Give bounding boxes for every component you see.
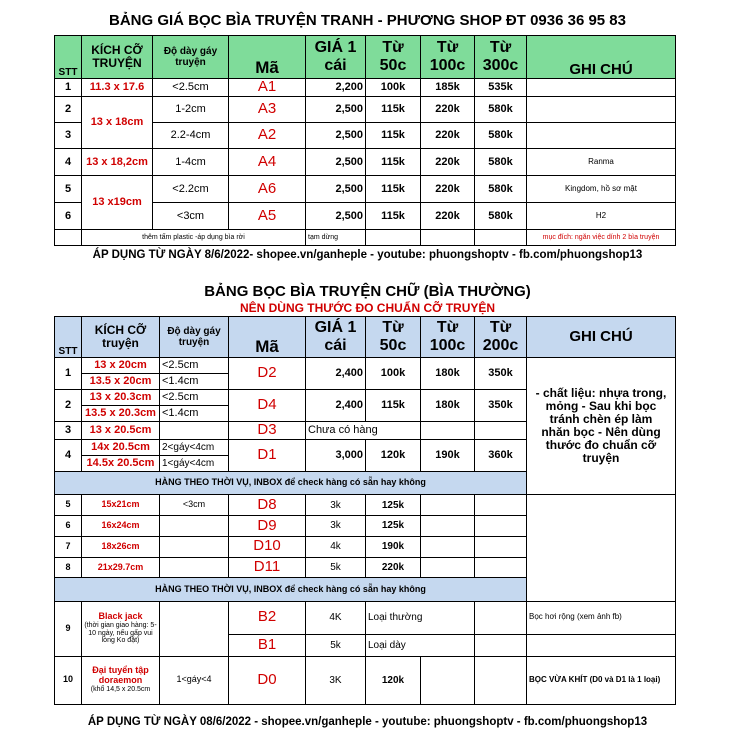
table-row	[55, 230, 676, 246]
blackjack-cell	[82, 601, 160, 656]
row-from100: 190k	[421, 440, 475, 472]
stt-header: STT	[55, 317, 82, 358]
table-row	[55, 557, 676, 578]
blackjack-detail: (thời gian giao hàng: 5-10 ngày, nếu gấp vui lòng Ko đặt)	[84, 621, 157, 645]
row-code: A6	[229, 176, 306, 203]
row-size: 13 x 20.5cm	[82, 422, 160, 440]
row-stt: 4	[55, 440, 82, 472]
row-code: D9	[229, 515, 306, 536]
row-from50: 115k	[366, 123, 421, 149]
row-note: Kingdom, hồ sơ mật	[527, 176, 676, 203]
row-price: 5k	[306, 634, 366, 656]
row-stt: 4	[55, 149, 82, 176]
row-note	[527, 97, 676, 123]
row-from50: 115k	[366, 390, 421, 422]
row-stt: 10	[55, 656, 82, 704]
row-size: 13 x 18cm	[82, 97, 153, 149]
row-thickness: <2.5cm	[160, 390, 229, 406]
row-from100: 220k	[421, 149, 475, 176]
thickness-header: Độ dày gáy truyện	[160, 317, 229, 358]
row-size: 13 x 20.3cm	[82, 390, 160, 406]
from100-header: Từ 100c	[421, 317, 475, 358]
row-from300: 580k	[475, 203, 527, 230]
table2	[54, 316, 676, 705]
note-header: GHI CHÚ	[527, 317, 676, 358]
table-row	[55, 176, 676, 203]
row-stt: 6	[55, 515, 82, 536]
empty-cell	[475, 495, 527, 516]
row-size: 21x29.7cm	[82, 557, 160, 578]
empty-cell	[421, 656, 475, 704]
row-stt: 7	[55, 536, 82, 557]
empty-cell	[160, 422, 229, 440]
row-thickness: 2<gáy<4cm	[160, 440, 229, 456]
row-from100: 220k	[421, 203, 475, 230]
row-stt: 1	[55, 79, 82, 97]
row-thickness	[160, 536, 229, 557]
row-note	[527, 123, 676, 149]
season-banner: HÀNG THEO THỜI VỤ, INBOX để check hàng có sẵn hay không	[55, 472, 527, 495]
row-from100: 220k	[421, 123, 475, 149]
row-size: 15x21cm	[82, 495, 160, 516]
code-header: Mã	[229, 317, 306, 358]
material-note: - chất liệu: nhựa trong, mỏng - Sau khi bọc tránh chèn ép làm nhăn bọc - Nên dùng thước đo chuẩn cỡ truyện	[527, 358, 676, 495]
from100-header: Từ 100c	[421, 36, 475, 79]
row-status: Chưa có hàng	[306, 422, 421, 440]
row-from50: 120k	[366, 440, 421, 472]
table1-footer: ÁP DỤNG TỪ NGÀY 8/6/2022- shopee.vn/ganheple - youtube: phuongshoptv - fb.com/phuongshop13	[92, 249, 643, 261]
empty-cell	[475, 515, 527, 536]
row-from50: 120k	[366, 656, 421, 704]
table1-header	[55, 36, 676, 79]
empty-cell	[475, 634, 527, 656]
code-header: Mã	[229, 36, 306, 79]
row-from200: 360k	[475, 440, 527, 472]
row-thickness: <1.4cm	[160, 374, 229, 390]
row-from100: 220k	[421, 176, 475, 203]
row-code: D4	[229, 390, 306, 422]
row-size: 13 x 18,2cm	[82, 149, 153, 176]
table-row	[55, 149, 676, 176]
row-from50: 115k	[366, 176, 421, 203]
empty-cell	[475, 422, 527, 440]
row-note	[527, 79, 676, 97]
row-size: 13 x19cm	[82, 176, 153, 230]
doraemon-name: Đại tuyển tập doraemon	[92, 665, 149, 686]
row-from100: 220k	[421, 97, 475, 123]
row-from50: 115k	[366, 97, 421, 123]
row-code: D1	[229, 440, 306, 472]
row-note: Ranma	[527, 149, 676, 176]
row-stt: 3	[55, 123, 82, 149]
row-code: A4	[229, 149, 306, 176]
row-code: B1	[229, 634, 306, 656]
empty-cell	[475, 536, 527, 557]
empty-cell	[55, 230, 82, 246]
row-from50: 220k	[366, 557, 421, 578]
table-row	[55, 536, 676, 557]
row-price: 3K	[306, 656, 366, 704]
from50-header: Từ 50c	[366, 317, 421, 358]
row-code: D11	[229, 557, 306, 578]
stop-note: tạm dừng	[306, 230, 366, 246]
row-price: 3,000	[306, 440, 366, 472]
empty-cell	[475, 601, 527, 634]
row-from200: 350k	[475, 390, 527, 422]
table2-header	[55, 317, 676, 358]
row-size: 13 x 20cm	[82, 358, 160, 374]
from300-header: Từ 300c	[475, 36, 527, 79]
row-stt: 3	[55, 422, 82, 440]
row-from50: 115k	[366, 149, 421, 176]
table-row	[55, 515, 676, 536]
row-stt: 1	[55, 358, 82, 390]
table1-title: BẢNG GIÁ BỌC BÌA TRUYỆN TRANH - PHƯƠNG SHOP ĐT 0936 36 95 83	[108, 12, 626, 29]
empty-cell	[421, 230, 475, 246]
row-from50: 125k	[366, 495, 421, 516]
row-from50: 125k	[366, 515, 421, 536]
from50-header: Từ 50c	[366, 36, 421, 79]
row-price: 5k	[306, 557, 366, 578]
row-code: D3	[229, 422, 306, 440]
row-from50: 115k	[366, 203, 421, 230]
row-thickness	[160, 557, 229, 578]
doraemon-detail: (khổ 14,5 x 20.5cm	[90, 686, 151, 694]
row-price: 4k	[306, 536, 366, 557]
row-code: A1	[229, 79, 306, 97]
row-code: A2	[229, 123, 306, 149]
row-type: Loại dày	[366, 634, 475, 656]
empty-cell	[475, 656, 527, 704]
row-from300: 535k	[475, 79, 527, 97]
blackjack-name: Black jack	[98, 611, 143, 622]
row-code: D8	[229, 495, 306, 516]
season-banner-row	[55, 578, 676, 601]
plastic-note: thêm tấm plastic -áp dụng bìa rời	[82, 230, 306, 246]
row-code: A3	[229, 97, 306, 123]
row-size: 13.5 x 20cm	[82, 374, 160, 390]
row-price: 2,500	[306, 176, 366, 203]
row-from100: 180k	[421, 390, 475, 422]
doraemon-note: BỌC VỪA KHÍT (D0 và D1 là 1 loại)	[527, 656, 676, 704]
table-row	[55, 79, 676, 97]
row-from100: 185k	[421, 79, 475, 97]
row-stt: 8	[55, 557, 82, 578]
row-stt: 5	[55, 495, 82, 516]
table-row	[55, 97, 676, 123]
row-from50: 190k	[366, 536, 421, 557]
row-thickness: 1-2cm	[153, 97, 229, 123]
season-banner: HÀNG THEO THỜI VỤ, INBOX để check hàng có sẵn hay không	[55, 578, 527, 601]
table-row	[55, 656, 676, 704]
table2-subtitle: NÊN DÙNG THƯỚC ĐO CHUẨN CỠ TRUYỆN	[239, 301, 496, 315]
row-from300: 580k	[475, 97, 527, 123]
row-price: 4K	[306, 601, 366, 634]
empty-cell	[421, 557, 475, 578]
row-code: A5	[229, 203, 306, 230]
empty-cell	[160, 601, 229, 656]
row-size: 18x26cm	[82, 536, 160, 557]
blackjack-note: Bọc hơi rộng (xem ảnh fb)	[527, 601, 676, 634]
empty-cell	[527, 634, 676, 656]
row-stt: 5	[55, 176, 82, 203]
price-header: GIÁ 1 cái	[306, 36, 366, 79]
row-from50: 100k	[366, 79, 421, 97]
empty-cell	[421, 515, 475, 536]
price-header: GIÁ 1 cái	[306, 317, 366, 358]
row-price: 2,400	[306, 390, 366, 422]
row-type: Loại thường	[366, 601, 475, 634]
row-from300: 580k	[475, 176, 527, 203]
row-size: 14x 20.5cm	[82, 440, 160, 456]
row-code: D0	[229, 656, 306, 704]
row-size: 14.5x 20.5cm	[82, 456, 160, 472]
size-header: KÍCH CỠ truyện	[82, 317, 160, 358]
empty-cell	[421, 422, 475, 440]
row-size: 13.5 x 20.3cm	[82, 406, 160, 422]
row-price: 2,500	[306, 123, 366, 149]
row-price: 2,500	[306, 203, 366, 230]
row-note: H2	[527, 203, 676, 230]
row-stt: 2	[55, 390, 82, 422]
purpose-note: mục đích: ngăn việc dính 2 bìa truyện	[527, 230, 676, 246]
row-thickness: <2.2cm	[153, 176, 229, 203]
empty-cell	[421, 536, 475, 557]
row-from100: 180k	[421, 358, 475, 390]
table1	[54, 35, 676, 246]
table-row	[55, 358, 676, 374]
row-thickness: <2.5cm	[160, 358, 229, 374]
from200-header: Từ 200c	[475, 317, 527, 358]
row-code: D2	[229, 358, 306, 390]
size-header: KÍCH CỠ TRUYỆN	[82, 36, 153, 79]
doraemon-cell	[82, 656, 160, 704]
empty-cell	[421, 495, 475, 516]
row-thickness: <3cm	[160, 495, 229, 516]
row-thickness: 2.2-4cm	[153, 123, 229, 149]
row-thickness: 1-4cm	[153, 149, 229, 176]
empty-cell	[366, 230, 421, 246]
row-stt: 9	[55, 601, 82, 656]
table-row	[55, 601, 676, 634]
row-stt: 6	[55, 203, 82, 230]
row-thickness: 1<gáy<4cm	[160, 456, 229, 472]
row-thickness: <2.5cm	[153, 79, 229, 97]
row-from300: 580k	[475, 149, 527, 176]
row-price: 2,500	[306, 97, 366, 123]
table2-footer: ÁP DỤNG TỪ NGÀY 08/6/2022 - shopee.vn/ganheple - youtube: phuongshoptv - fb.com/phuongshop13	[87, 716, 648, 728]
row-thickness: 1<gáy<4	[160, 656, 229, 704]
empty-cell	[475, 230, 527, 246]
row-size: 11.3 x 17.6	[82, 79, 153, 97]
row-price: 2,500	[306, 149, 366, 176]
row-thickness	[160, 515, 229, 536]
table-row	[55, 495, 676, 516]
row-stt: 2	[55, 97, 82, 123]
row-price: 3k	[306, 495, 366, 516]
row-from300: 580k	[475, 123, 527, 149]
row-price: 2,400	[306, 358, 366, 390]
stt-header: STT	[55, 36, 82, 79]
empty-cell	[475, 557, 527, 578]
row-from200: 350k	[475, 358, 527, 390]
thickness-header: Độ dày gáy truyện	[153, 36, 229, 79]
row-size: 16x24cm	[82, 515, 160, 536]
table2-title: BẢNG BỌC BÌA TRUYỆN CHỮ (BÌA THƯỜNG)	[204, 283, 531, 300]
row-code: D10	[229, 536, 306, 557]
row-thickness: <3cm	[153, 203, 229, 230]
row-code: B2	[229, 601, 306, 634]
note-header: GHI CHÚ	[527, 36, 676, 79]
row-price: 3k	[306, 515, 366, 536]
row-price: 2,200	[306, 79, 366, 97]
row-from50: 100k	[366, 358, 421, 390]
row-thickness: <1.4cm	[160, 406, 229, 422]
